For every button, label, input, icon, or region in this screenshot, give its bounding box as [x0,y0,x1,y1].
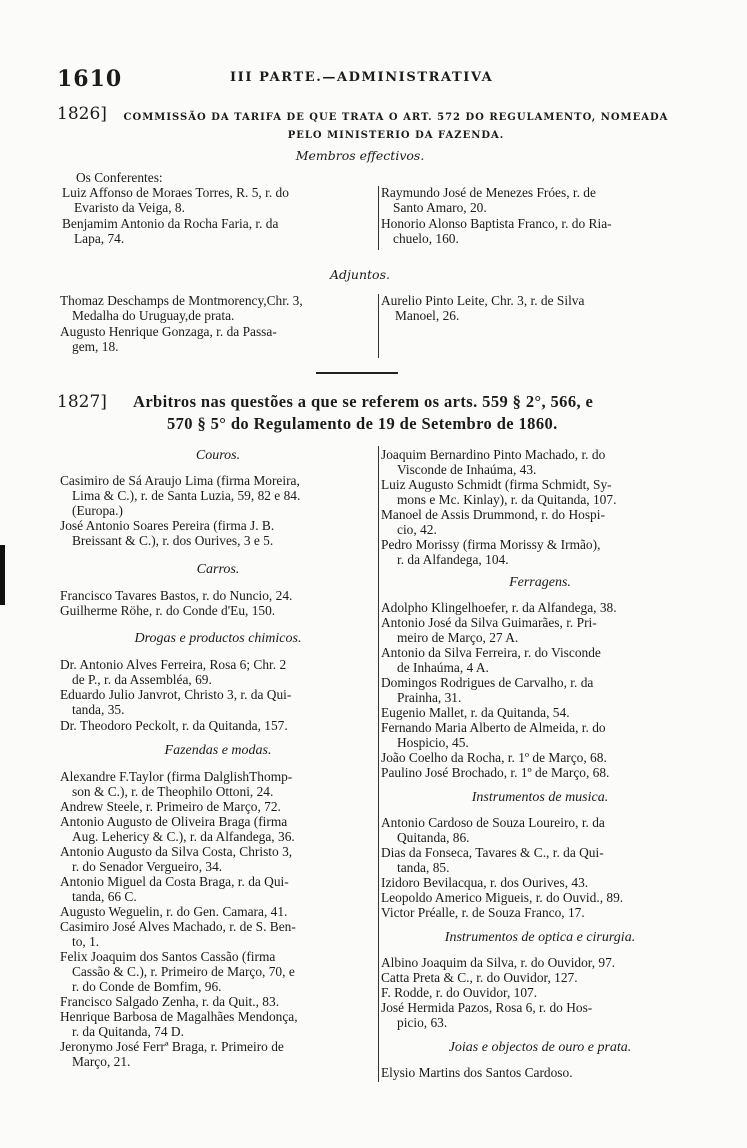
list-item: Dias da Fonseca, Tavares & C., r. da Qui- [381,845,604,860]
list-item: son & C.), r. de Theophilo Ottoni, 24. [72,784,274,799]
section-separator [316,372,398,374]
category-musica: Instrumentos de musica. [471,790,609,805]
list-item: Alexandre F.Taylor (firma DalglishThomp- [60,769,293,784]
list-item: Dr. Antonio Alves Ferreira, Rosa 6; Chr. 2 [60,657,287,672]
effectivos-left-column [62,186,376,250]
list-item: Luiz Augusto Schmidt (firma Schmidt, Sy- [381,477,612,492]
adjuntos-heading: Adjuntos. [330,267,390,282]
list-item: tanda, 85. [397,860,450,875]
list-item: meiro de Março, 27 A. [397,630,519,645]
section-1827-number: 1827] [57,392,107,412]
section-1827-title-line2: 570 § 5° do Regulamento de 19 de Setembro de 1860. [167,414,558,433]
section-1826-title-line1: COMMISSÃO DA TARIFA DE QUE TRATA O ART. 572 DO REGULAMENTO, NOMEADA [123,112,669,123]
list-item: Manoel de Assis Drummond, r. do Hospi- [381,507,605,522]
list-item: gem, 18. [72,339,119,354]
list-item: Elysio Martins dos Santos Cardoso. [381,1065,573,1080]
list-item: Lima & C.), r. de Santa Luzia, 59, 82 e 84. [72,488,301,503]
list-item: Honorio Alonso Baptista Franco, r. do Ria- [381,216,612,231]
list-item: Luiz Affonso de Moraes Torres, R. 5, r. do [62,185,289,200]
list-item: Eugenio Mallet, r. da Quitanda, 54. [381,705,570,720]
list-item: Breissant & C.), r. dos Ourives, 3 e 5. [72,533,274,548]
list-item: Março, 21. [72,1054,131,1069]
list-item: mons e Mc. Kinlay), r. da Quitanda, 107. [397,492,617,507]
list-item: chuelo, 160. [393,231,459,246]
list-item: Adolpho Klingelhoefer, r. da Alfandega, 38. [381,600,617,615]
list-item: Andrew Steele, r. Primeiro de Março, 72. [60,799,281,814]
list-item: Albino Joaquim da Silva, r. do Ouvidor, 97. [381,955,616,970]
list-item: Victor Préalle, r. de Souza Franco, 17. [381,905,585,920]
list-item: Francisco Salgado Zenha, r. da Quit., 83. [60,994,280,1009]
list-item: Jeronymo José Ferrª Braga, r. Primeiro de [60,1039,284,1054]
category-fazendas: Fazendas e modas. [164,743,272,758]
arbitros-left-column [60,448,376,1088]
list-item: Joaquim Bernardino Pinto Machado, r. do [381,447,606,462]
list-item: Raymundo José de Menezes Fróes, r. de [381,185,596,200]
scan-edge-mark [0,545,5,605]
list-item: Augusto Weguelin, r. do Gen. Camara, 41. [60,904,288,919]
list-item: Benjamim Antonio da Rocha Faria, r. da [62,216,279,231]
list-item: r. da Alfandega, 104. [397,552,509,567]
adjuntos-left-column [60,294,376,358]
list-item: Antonio Augusto de Oliveira Braga (firma [60,814,288,829]
category-carros: Carros. [196,562,240,577]
adjuntos-right-column [381,294,697,328]
column-divider [378,446,379,1082]
category-ferragens: Ferragens. [509,575,571,590]
list-item: Casimiro de Sá Araujo Lima (firma Moreira, [60,473,300,488]
list-item: de P., r. da Assembléa, 69. [72,672,212,687]
list-item: tanda, 35. [72,702,125,717]
list-item: Fernando Maria Alberto de Almeida, r. do [381,720,606,735]
list-item: Thomaz Deschamps de Montmorency,Chr. 3, [60,293,303,308]
list-item: Hospicio, 45. [397,735,469,750]
list-item: Casimiro José Alves Machado, r. de S. Ben- [60,919,296,934]
list-item: Henrique Barbosa de Magalhães Mendonça, [60,1009,298,1024]
list-item: de Inhaúma, 4 A. [397,660,489,675]
list-item: r. do Senador Vergueiro, 34. [72,859,223,874]
list-item: Medalha do Uruguay,de prata. [72,308,235,323]
column-divider [378,186,379,250]
list-item: Quitanda, 86. [397,830,470,845]
list-item: Pedro Morissy (firma Morissy & Irmão), [381,537,601,552]
section-1827-title-line1: Arbitros nas questões a que se referem os arts. 559 § 2°, 566, e [133,392,594,411]
list-item: cio, 42. [397,522,437,537]
list-item: Felix Joaquim dos Santos Cassão (firma [60,949,276,964]
list-item: Eduardo Julio Janvrot, Christo 3, r. da Qui- [60,687,292,702]
list-item: to, 1. [72,934,100,949]
list-item: Antonio Miguel da Costa Braga, r. da Qui- [60,874,289,889]
list-item: José Hermida Pazos, Rosa 6, r. do Hos- [381,1000,593,1015]
list-item: Evaristo da Veiga, 8. [74,200,185,215]
arbitros-right-column [381,448,699,1088]
list-item: Cassão & C.), r. Primeiro de Março, 70, e [72,964,295,979]
column-divider [378,294,379,358]
list-item: Antonio da Silva Ferreira, r. do Visconde [381,645,601,660]
list-item: r. do Conde de Bomfim, 96. [72,979,222,994]
list-item: Augusto Henrique Gonzaga, r. da Passa- [60,324,277,339]
running-head: III PARTE.—ADMINISTRATIVA [230,70,494,85]
list-item: Antonio José da Silva Guimarães, r. Pri- [381,615,597,630]
list-item: r. da Quitanda, 74 D. [72,1024,184,1039]
list-item: Visconde de Inhaúma, 43. [397,462,537,477]
list-item: tanda, 66 C. [72,889,137,904]
list-item: picio, 63. [397,1015,448,1030]
list-item: Lapa, 74. [74,231,125,246]
category-couros: Couros. [195,448,241,463]
list-item: Antonio Cardoso de Souza Loureiro, r. da [381,815,605,830]
section-1826-title-line2: PELO MINISTERIO DA FAZENDA. [287,130,505,141]
list-item: Domingos Rodrigues de Carvalho, r. da [381,675,594,690]
list-item: Izidoro Bevilacqua, r. dos Ourives, 43. [381,875,589,890]
list-item: Manoel, 26. [395,308,460,323]
list-item: Catta Preta & C., r. do Ouvidor, 127. [381,970,578,985]
page-number: 1610 [57,66,123,92]
section-1826-number: 1826] [57,104,107,124]
list-item: Prainha, 31. [397,690,462,705]
conferentes-label: Os Conferentes: [76,170,163,185]
effectivos-heading: Membros effectivos. [295,148,425,163]
category-drogas: Drogas e productos chimicos. [134,631,302,646]
list-item: Paulino José Brochado, r. 1º de Março, 68. [381,765,610,780]
list-item: F. Rodde, r. do Ouvidor, 107. [381,985,538,1000]
category-joias: Joias e objectos de ouro e prata. [448,1040,632,1055]
list-item: Guilherme Röhe, r. do Conde d'Eu, 150. [60,603,276,618]
list-item: Francisco Tavares Bastos, r. do Nuncio, 24. [60,588,293,603]
list-item: Santo Amaro, 20. [393,200,487,215]
list-item: Aurelio Pinto Leite, Chr. 3, r. de Silva [381,293,585,308]
list-item: Leopoldo Americo Migueis, r. do Ouvid., 89. [381,890,624,905]
list-item: Antonio Augusto da Silva Costa, Christo 3, [60,844,293,859]
list-item: Aug. Lehericy & C.), r. da Alfandega, 36. [72,829,295,844]
list-item: João Coelho da Rocha, r. 1º de Março, 68. [381,750,607,765]
effectivos-right-column [381,186,697,250]
list-item: (Europa.) [72,503,123,518]
category-optica: Instrumentos de optica e cirurgia. [444,930,636,945]
section-1826-title [96,109,696,145]
list-item: José Antonio Soares Pereira (firma J. B. [60,518,275,533]
list-item: Dr. Theodoro Peckolt, r. da Quitanda, 157. [60,718,288,733]
